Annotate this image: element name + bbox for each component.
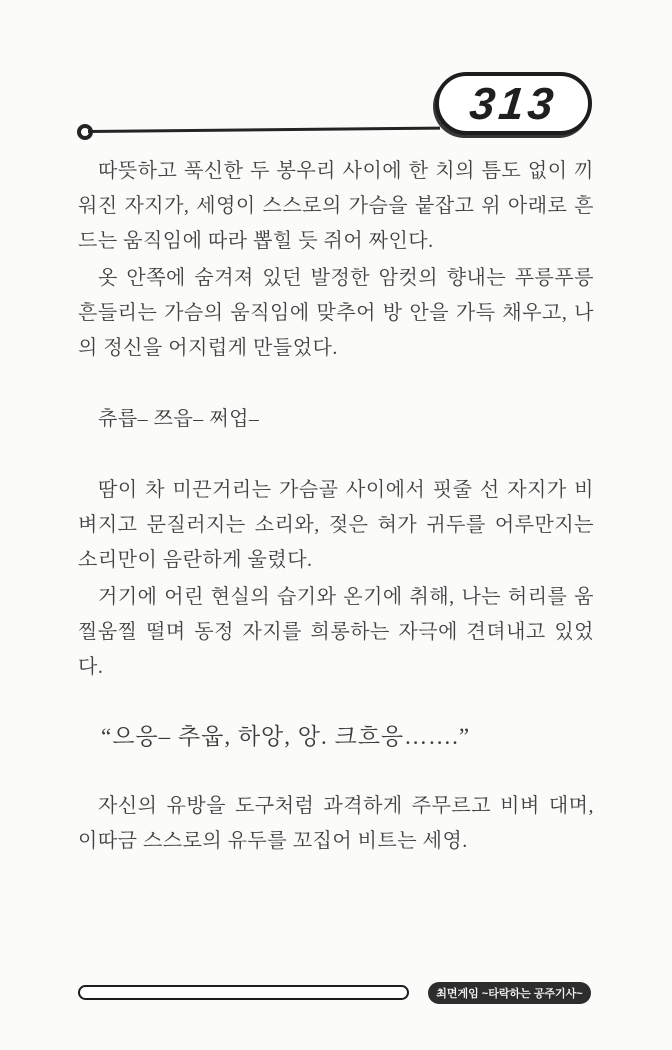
quote-line: “으응– 추웁, 하앙, 앙. 크흐응…….” xyxy=(101,724,471,749)
body-text xyxy=(78,152,594,861)
header-rule xyxy=(88,127,440,133)
paragraph: 자신의 유방을 도구처럼 과격하게 주무르고 비벼 대며, 이따금 스스로의 유두를 꼬집어 비트는 세영. xyxy=(78,795,594,852)
series-title-badge xyxy=(428,982,591,1004)
paragraph: 따뜻하고 푹신한 두 봉우리 사이에 한 치의 틈도 없이 끼워진 자지가, 세영이 스스로의 가슴을 붙잡고 위 아래로 흔드는 움직임에 따라 뽑힐 듯 쥐어 짜인다. xyxy=(78,160,594,252)
sfx-line: 츄릅– 쯔읍– 쩌업– xyxy=(98,408,260,430)
paragraph: 땀이 차 미끈거리는 가슴골 사이에서 핏줄 선 자지가 비벼지고 문질러지는 소리와, 젖은 혀가 귀두를 어루만지는 소리만이 음란하게 울렸다. xyxy=(78,479,594,571)
paragraph: 거기에 어린 현실의 습기와 온기에 취해, 나는 허리를 움찔움찔 떨며 동정 자지를 희롱하는 자극에 견뎌내고 있었다. xyxy=(78,586,594,678)
footer-outline-pill xyxy=(78,985,409,1000)
page-number-badge xyxy=(435,72,592,135)
page-number: 313 xyxy=(467,78,560,129)
series-title: 최면게임 ~타락하는 공주기사~ xyxy=(436,988,583,1000)
paragraph: 옷 안쪽에 숨겨져 있던 발정한 암컷의 향내는 푸릉푸릉 흔들리는 가슴의 움직임에 맞추어 방 안을 가득 채우고, 나의 정신을 어지럽게 만들었다. xyxy=(78,267,594,359)
